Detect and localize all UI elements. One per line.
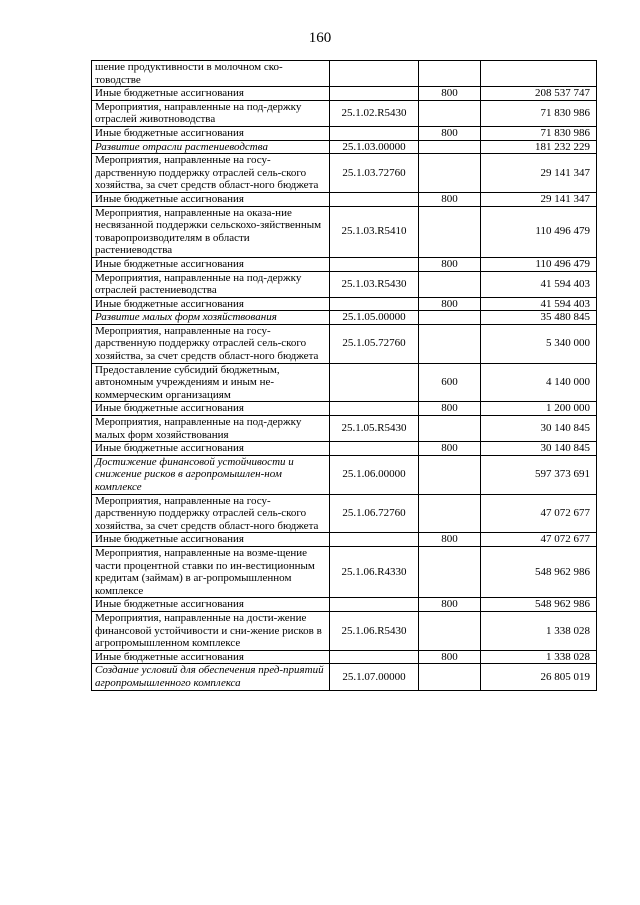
row-code-cell (330, 402, 419, 416)
row-name-cell: Мероприятия, направленные на госу-дарственную поддержку отраслей сель-ского хозяйства, за счет средств област-ного бюджета (92, 154, 330, 193)
row-code-cell (330, 257, 419, 271)
row-kind-cell (419, 324, 481, 363)
row-name-cell: Иные бюджетные ассигнования (92, 257, 330, 271)
row-amount-cell: 29 141 347 (481, 192, 597, 206)
row-amount-cell: 208 537 747 (481, 87, 597, 101)
row-amount-cell: 1 200 000 (481, 402, 597, 416)
row-kind-cell: 800 (419, 442, 481, 456)
row-amount-cell (481, 61, 597, 87)
row-name-cell: Иные бюджетные ассигнования (92, 650, 330, 664)
row-name-cell: Достижение финансовой устойчивости и снижение рисков в агропромышлен-ном комплексе (92, 455, 330, 494)
row-name-cell: Иные бюджетные ассигнования (92, 192, 330, 206)
row-code-cell (330, 61, 419, 87)
table-row (92, 126, 597, 140)
row-kind-cell (419, 664, 481, 690)
row-code-cell: 25.1.03.R5430 (330, 271, 419, 297)
row-code-cell: 25.1.02.R5430 (330, 100, 419, 126)
table-row (92, 257, 597, 271)
row-name-cell: Мероприятия, направленные на под-держку малых форм хозяйствования (92, 416, 330, 442)
row-kind-cell (419, 494, 481, 533)
row-kind-cell: 800 (419, 402, 481, 416)
row-kind-cell: 800 (419, 192, 481, 206)
row-name-cell: Развитие отрасли растениеводства (92, 140, 330, 154)
row-code-cell (330, 192, 419, 206)
row-code-cell (330, 297, 419, 311)
row-amount-cell: 41 594 403 (481, 271, 597, 297)
row-name-cell: Мероприятия, направленные на возме-щение части процентной ставки по ин-вестиционным кредитам (займам) в аг-ропромышленном комплексе (92, 546, 330, 597)
row-kind-cell (419, 61, 481, 87)
row-amount-cell: 181 232 229 (481, 140, 597, 154)
row-amount-cell: 1 338 028 (481, 650, 597, 664)
table-row (92, 87, 597, 101)
row-amount-cell: 4 140 000 (481, 363, 597, 402)
row-code-cell (330, 533, 419, 547)
row-amount-cell: 597 373 691 (481, 455, 597, 494)
row-name-cell: Иные бюджетные ассигнования (92, 402, 330, 416)
row-code-cell (330, 442, 419, 456)
table-row (92, 546, 597, 597)
page-number: 160 (308, 30, 332, 46)
table-row (92, 100, 597, 126)
row-name-cell: Развитие малых форм хозяйствования (92, 311, 330, 325)
row-kind-cell: 800 (419, 87, 481, 101)
row-code-cell (330, 87, 419, 101)
row-kind-cell: 800 (419, 533, 481, 547)
table-row (92, 533, 597, 547)
table-row (92, 192, 597, 206)
row-name-cell: Иные бюджетные ассигнования (92, 87, 330, 101)
row-amount-cell: 47 072 677 (481, 533, 597, 547)
row-kind-cell (419, 206, 481, 257)
table-row (92, 455, 597, 494)
row-code-cell: 25.1.03.72760 (330, 154, 419, 193)
row-amount-cell: 29 141 347 (481, 154, 597, 193)
row-code-cell: 25.1.05.72760 (330, 324, 419, 363)
row-name-cell: Предоставление субсидий бюджетным, автономным учреждениям и иным не-коммерческим организациям (92, 363, 330, 402)
table-row (92, 611, 597, 650)
row-name-cell: Иные бюджетные ассигнования (92, 598, 330, 612)
row-code-cell: 25.1.06.R4330 (330, 546, 419, 597)
row-kind-cell: 800 (419, 650, 481, 664)
row-amount-cell: 26 805 019 (481, 664, 597, 690)
row-amount-cell: 71 830 986 (481, 126, 597, 140)
table-row (92, 206, 597, 257)
row-amount-cell: 30 140 845 (481, 416, 597, 442)
table-row (92, 402, 597, 416)
row-code-cell (330, 598, 419, 612)
row-amount-cell: 47 072 677 (481, 494, 597, 533)
row-code-cell (330, 126, 419, 140)
table-row (92, 598, 597, 612)
table-row (92, 494, 597, 533)
row-kind-cell (419, 311, 481, 325)
row-name-cell: Иные бюджетные ассигнования (92, 126, 330, 140)
table-row (92, 442, 597, 456)
budget-table (91, 60, 597, 691)
row-kind-cell (419, 611, 481, 650)
table-row (92, 416, 597, 442)
row-name-cell: Мероприятия, направленные на оказа-ние несвязанной поддержки сельскохо-зяйственным товаропроизводителям в области растениеводства (92, 206, 330, 257)
row-name-cell: шение продуктивности в молочном ско-товодстве (92, 61, 330, 87)
row-name-cell: Мероприятия, направленные на под-держку отраслей животноводства (92, 100, 330, 126)
table-row (92, 664, 597, 690)
table-row (92, 271, 597, 297)
row-amount-cell: 1 338 028 (481, 611, 597, 650)
row-kind-cell (419, 271, 481, 297)
table-row (92, 297, 597, 311)
row-kind-cell (419, 416, 481, 442)
row-kind-cell (419, 140, 481, 154)
row-kind-cell: 800 (419, 598, 481, 612)
row-amount-cell: 30 140 845 (481, 442, 597, 456)
row-amount-cell: 41 594 403 (481, 297, 597, 311)
table-row (92, 363, 597, 402)
row-name-cell: Мероприятия, направленные на дости-жение финансовой устойчивости и сни-жение рисков в агропромышленном комплексе (92, 611, 330, 650)
table-row (92, 650, 597, 664)
row-amount-cell: 548 962 986 (481, 546, 597, 597)
row-name-cell: Иные бюджетные ассигнования (92, 297, 330, 311)
row-kind-cell (419, 100, 481, 126)
row-code-cell: 25.1.06.72760 (330, 494, 419, 533)
row-name-cell: Иные бюджетные ассигнования (92, 442, 330, 456)
row-name-cell: Иные бюджетные ассигнования (92, 533, 330, 547)
row-name-cell: Создание условий для обеспечения пред-приятий агропромышленного комплекса (92, 664, 330, 690)
table-row (92, 311, 597, 325)
row-name-cell: Мероприятия, направленные на госу-дарственную поддержку отраслей сель-ского хозяйства, за счет средств област-ного бюджета (92, 494, 330, 533)
row-code-cell: 25.1.06.R5430 (330, 611, 419, 650)
row-code-cell: 25.1.03.00000 (330, 140, 419, 154)
row-code-cell (330, 650, 419, 664)
table-row (92, 140, 597, 154)
row-kind-cell (419, 154, 481, 193)
row-kind-cell: 800 (419, 126, 481, 140)
row-code-cell: 25.1.07.00000 (330, 664, 419, 690)
table-row (92, 324, 597, 363)
row-kind-cell: 800 (419, 257, 481, 271)
row-amount-cell: 548 962 986 (481, 598, 597, 612)
row-code-cell: 25.1.06.00000 (330, 455, 419, 494)
table-row (92, 154, 597, 193)
row-kind-cell (419, 455, 481, 494)
row-amount-cell: 110 496 479 (481, 257, 597, 271)
row-kind-cell: 800 (419, 297, 481, 311)
row-kind-cell: 600 (419, 363, 481, 402)
row-name-cell: Мероприятия, направленные на под-держку отраслей растениеводства (92, 271, 330, 297)
table-row (92, 61, 597, 87)
row-code-cell: 25.1.05.R5430 (330, 416, 419, 442)
row-amount-cell: 110 496 479 (481, 206, 597, 257)
row-amount-cell: 71 830 986 (481, 100, 597, 126)
row-amount-cell: 35 480 845 (481, 311, 597, 325)
row-code-cell: 25.1.05.00000 (330, 311, 419, 325)
row-amount-cell: 5 340 000 (481, 324, 597, 363)
budget-table-body (92, 61, 597, 691)
row-name-cell: Мероприятия, направленные на госу-дарственную поддержку отраслей сель-ского хозяйства, за счет средств област-ного бюджета (92, 324, 330, 363)
row-kind-cell (419, 546, 481, 597)
row-code-cell: 25.1.03.R5410 (330, 206, 419, 257)
row-code-cell (330, 363, 419, 402)
